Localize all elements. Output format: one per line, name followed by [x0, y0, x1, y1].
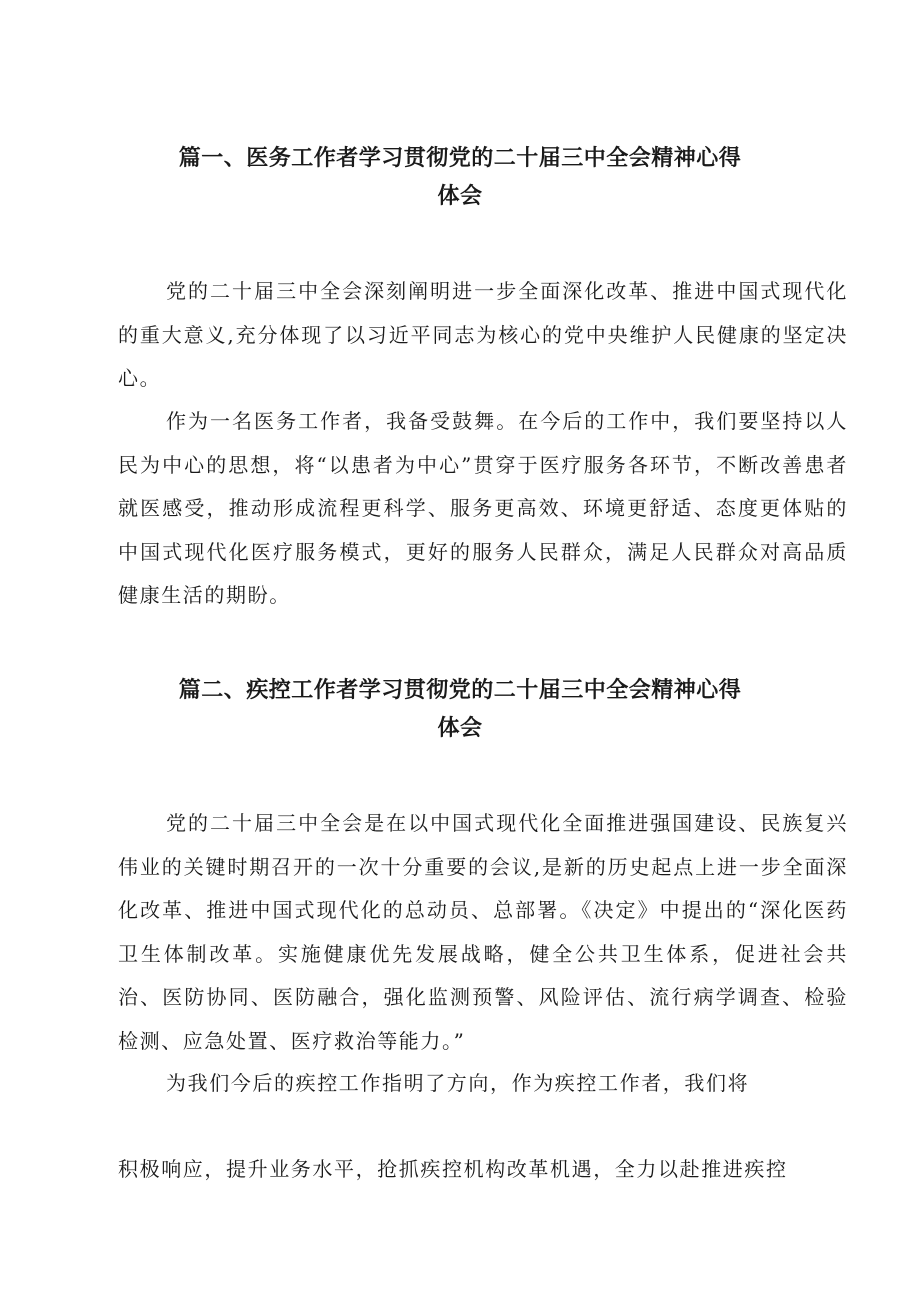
section-2-paragraph-2: 为我们今后的疾控工作指明了方向，作为疾控工作者，我们将	[166, 1071, 750, 1095]
section-1-paragraph-1: 党的二十届三中全会深刻阐明进一步全面深化改革、推进中国式现代化的重大意义,充分体现了以习近平同志为核心的党中央维护人民健康的坚定决心。	[118, 279, 848, 390]
section-1-paragraph-2: 作为一名医务工作者，我备受鼓舞。在今后的工作中，我们要坚持以人民为中心的思想，将“以患者为中心”贯穿于医疗服务各环节，不断改善患者就医感受，推动形成流程更科学、服务更高效、环境更舒适、态度更体贴的中国式现代化医疗服务模式，更好的服务人民群众，满足人民群众对高品质健康生活的期盼。	[118, 409, 848, 607]
section-2-paragraph-3: 积极响应，提升业务水平，抢抓疾控机构改革机遇，全力以赴推进疾控	[118, 1157, 788, 1181]
section-1-title-line1: 篇一、医务工作者学习贯彻党的二十届三中全会精神心得	[178, 146, 742, 171]
section-2-title	[0, 672, 920, 748]
section-1-title-line2: 体会	[437, 184, 483, 209]
section-1-title	[0, 140, 920, 216]
section-2-paragraph-1: 党的二十届三中全会是在以中国式现代化全面推进强国建设、民族复兴伟业的关键时期召开的一次十分重要的会议,是新的历史起点上进一步全面深化改革、推进中国式现代化的总动员、总部署。《决定》中提出的“深化医药卫生体制改革。实施健康优先发展战略，健全公共卫生体系，促进社会共治、医防协同、医防融合，强化监测预警、风险评估、流行病学调查、检验检测、应急处置、医疗救治等能力。”	[118, 811, 848, 1053]
section-2-title-line2: 体会	[437, 716, 483, 741]
section-2-title-line1: 篇二、疾控工作者学习贯彻党的二十届三中全会精神心得	[178, 678, 742, 703]
